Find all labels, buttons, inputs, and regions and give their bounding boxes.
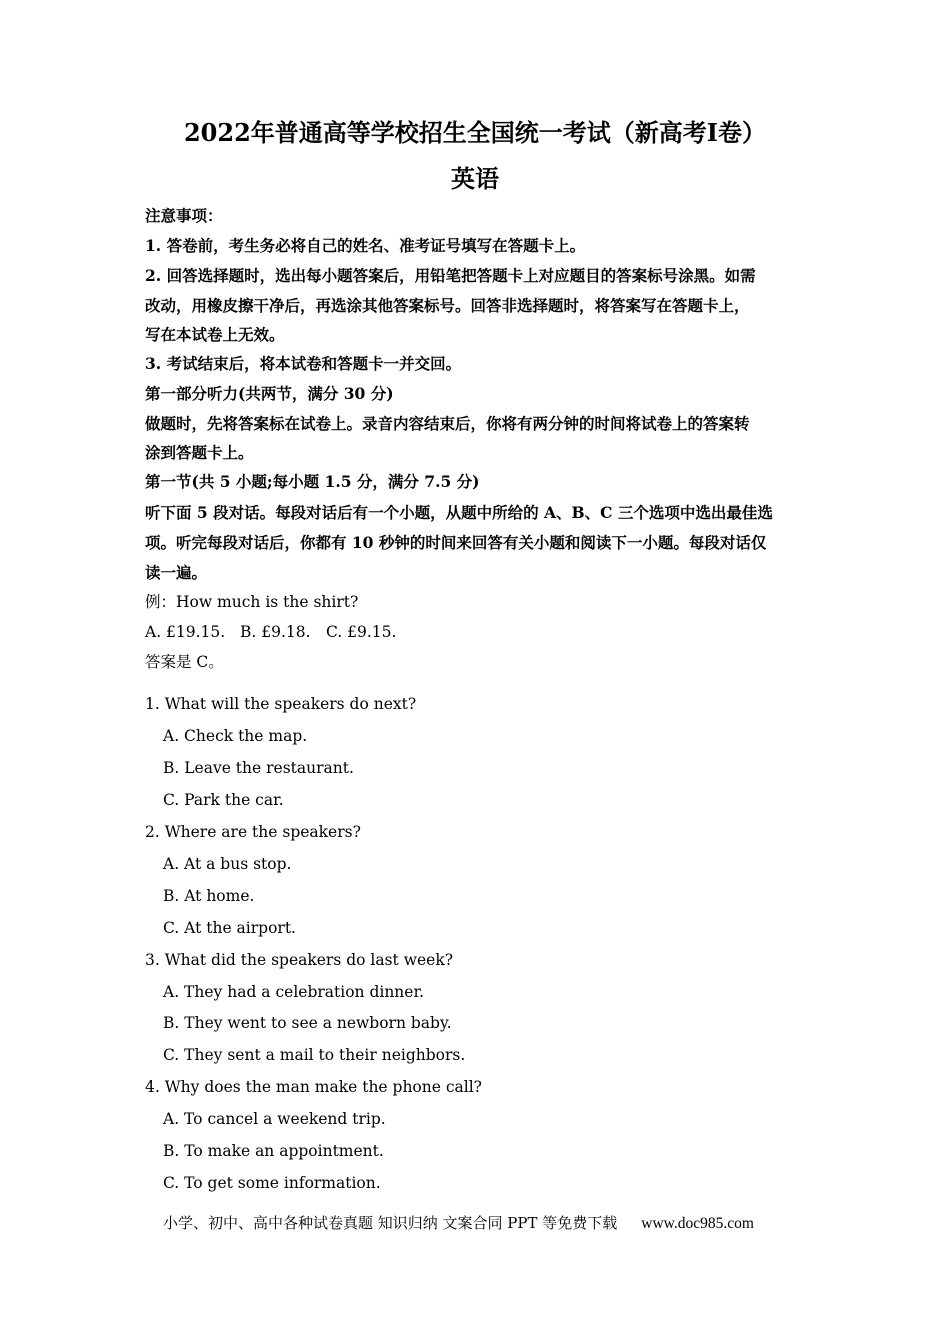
part1-instruction-line-1: 做题时，先将答案标在试卷上。录音内容结束后，你将有两分钟的时间将试卷上的答案转 <box>145 414 750 433</box>
footer-url: www.doc985.com <box>641 1215 754 1232</box>
example-question: 例：How much is the shirt? <box>145 593 359 611</box>
notice-item-2-line-3: 写在本试卷上无效。 <box>145 325 285 344</box>
question-2-option-a: A. At a bus stop. <box>163 855 292 873</box>
subject-title: 英语 <box>451 164 499 193</box>
question-1-option-a: A. Check the map. <box>163 727 308 745</box>
question-3-option-c: C. They sent a mail to their neighbors. <box>163 1046 466 1064</box>
question-3-stem: 3. What did the speakers do last week? <box>145 951 454 969</box>
question-1-option-b: B. Leave the restaurant. <box>163 759 354 777</box>
section1-heading: 第一节(共 5 小题;每小题 1.5 分，满分 7.5 分) <box>145 472 480 491</box>
footer-text: 小学、初中、高中各种试卷真题 知识归纳 文案合同 PPT 等免费下载 <box>163 1214 618 1232</box>
notice-item-3: 3. 考试结束后，将本试卷和答题卡一并交回。 <box>145 354 462 373</box>
question-2-option-c: C. At the airport. <box>163 919 296 937</box>
exam-title: 2022年普通高等学校招生全国统一考试（新高考Ⅰ卷） <box>183 118 767 147</box>
notice-item-2-line-2: 改动，用橡皮擦干净后，再选涂其他答案标号。回答非选择题时，将答案写在答题卡上， <box>145 296 750 315</box>
example-option-c: C. £9.15. <box>326 623 397 641</box>
notice-item-2-line-1: 2. 回答选择题时，选出每小题答案后，用铅笔把答题卡上对应题目的答案标号涂黑。如需 <box>145 266 756 285</box>
section1-instruction-line-2: 项。听完每段对话后，你都有 10 秒钟的时间来回答有关小题和阅读下一小题。每段对话仅 <box>145 533 767 552</box>
question-4-stem: 4. Why does the man make the phone call? <box>145 1078 482 1096</box>
section1-instruction-line-3: 读一遍。 <box>145 563 208 582</box>
question-1-stem: 1. What will the speakers do next? <box>145 695 417 713</box>
example-option-a: A. £19.15. <box>145 623 226 641</box>
question-2-stem: 2. Where are the speakers? <box>145 823 361 841</box>
question-3-option-a: A. They had a celebration dinner. <box>163 983 425 1001</box>
question-1-option-c: C. Park the car. <box>163 791 284 809</box>
question-3-option-b: B. They went to see a newborn baby. <box>163 1014 452 1032</box>
part1-instruction-line-2: 涂到答题卡上。 <box>145 443 254 462</box>
question-4-option-c: C. To get some information. <box>163 1174 381 1192</box>
notice-item-1: 1. 答卷前，考生务必将自己的姓名、准考证号填写在答题卡上。 <box>145 236 586 255</box>
part1-heading: 第一部分听力(共两节，满分 30 分) <box>145 384 394 403</box>
page-footer <box>163 1212 754 1235</box>
question-4-option-a: A. To cancel a weekend trip. <box>163 1110 386 1128</box>
question-4-option-b: B. To make an appointment. <box>163 1142 384 1160</box>
example-answer: 答案是 C。 <box>145 653 224 671</box>
example-options <box>145 621 396 643</box>
notice-heading: 注意事项： <box>145 206 223 225</box>
section1-instruction-line-1: 听下面 5 段对话。每段对话后有一个小题，从题中所给的 A、B、C 三个选项中选出最佳选 <box>145 503 773 522</box>
question-2-option-b: B. At home. <box>163 887 255 905</box>
example-option-b: B. £9.18. <box>240 623 311 641</box>
